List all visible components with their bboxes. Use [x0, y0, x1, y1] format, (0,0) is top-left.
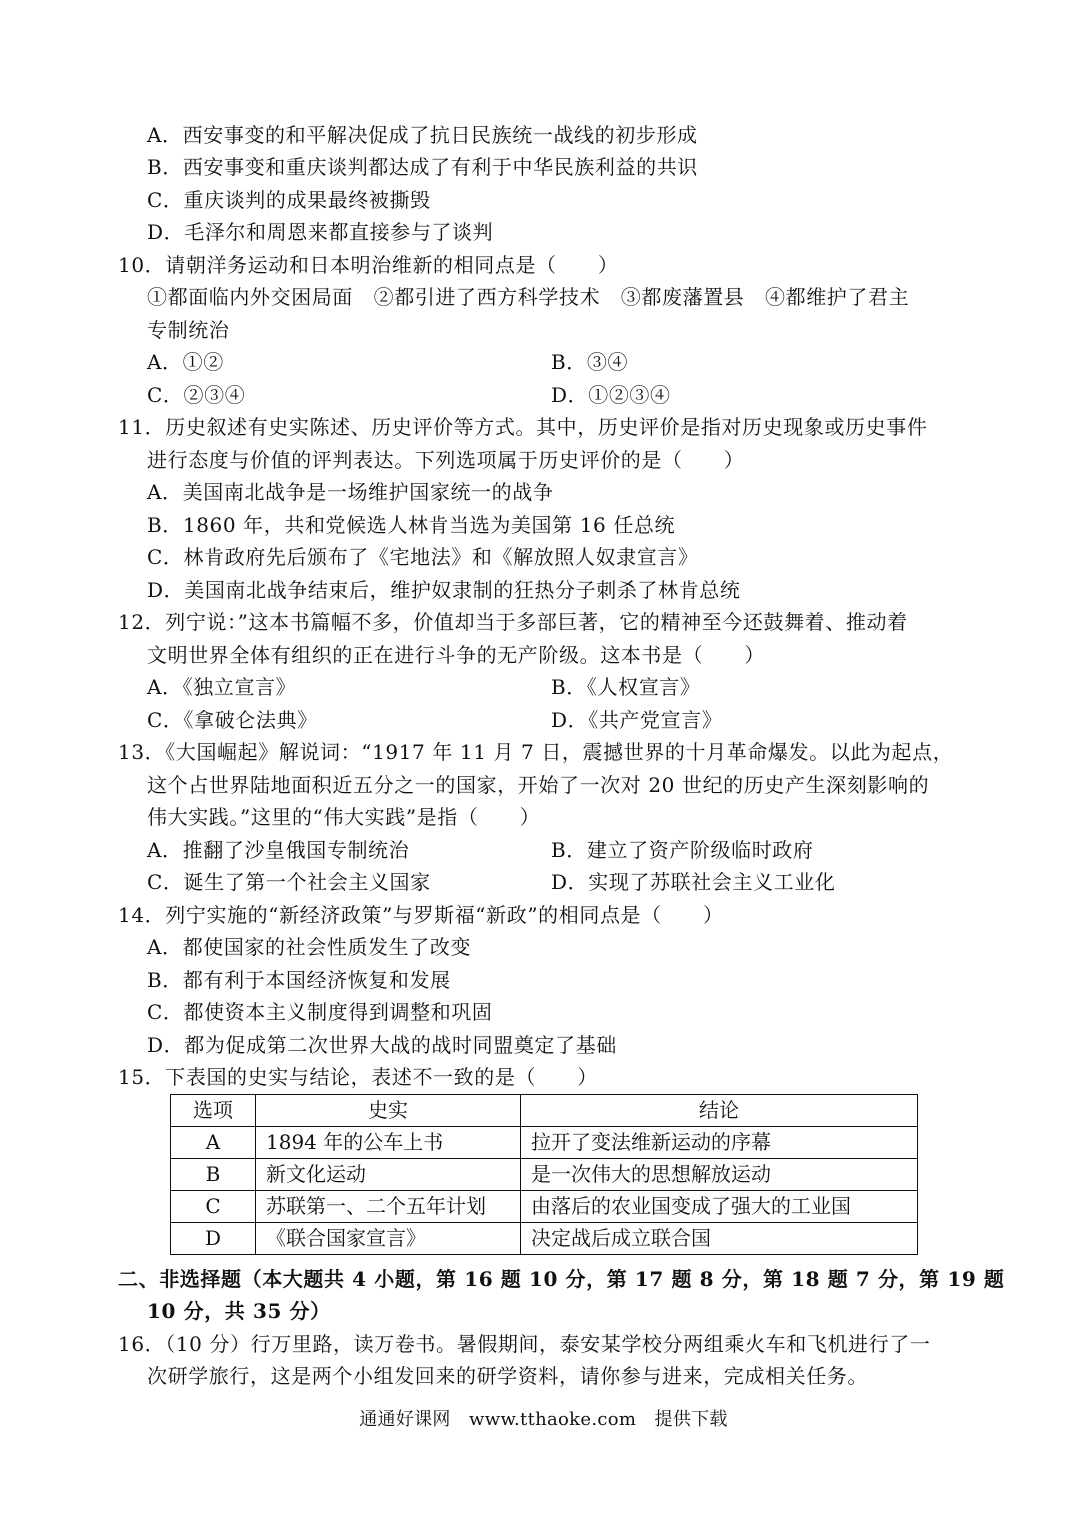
q10-option-b: B．③④	[551, 350, 629, 374]
q10-stem: 10．请朝洋务运动和日本明治维新的相同点是（ ）	[118, 253, 619, 277]
row-fact: 1894 年的公车上书	[256, 1127, 521, 1159]
table-header-row	[171, 1095, 918, 1127]
q14-option-a: A．都使国家的社会性质发生了改变	[147, 935, 472, 959]
q10-option-d: D．①②③④	[551, 383, 671, 407]
q12-option-c: C．《拿破仑法典》	[147, 708, 318, 732]
q10-items-line2: 专制统治	[147, 318, 230, 342]
row-conclusion: 是一次伟大的思想解放运动	[521, 1159, 918, 1191]
q11-option-d: D．美国南北战争结束后，维护奴隶制的狂热分子刺杀了林肯总统	[147, 578, 741, 602]
table-row	[171, 1223, 918, 1255]
row-conclusion: 拉开了变法维新运动的序幕	[521, 1127, 918, 1159]
q15-table	[170, 1094, 918, 1255]
q10-option-a: A．①②	[147, 350, 224, 374]
row-fact: 新文化运动	[256, 1159, 521, 1191]
q13-option-d: D．实现了苏联社会主义工业化	[551, 870, 836, 894]
section2-title-line1: 二、非选择题（本大题共 4 小题，第 16 题 10 分，第 17 题 8 分，第 18 题 7 分，第 19 题	[118, 1267, 1005, 1291]
q9-option-c: C．重庆谈判的成果最终被撕毁	[147, 188, 431, 212]
q11-stem-line2: 进行态度与价值的评判表达。下列选项属于历史评价的是（ ）	[147, 448, 745, 472]
q13-option-b: B．建立了资产阶级临时政府	[551, 838, 814, 862]
q14-option-c: C．都使资本主义制度得到调整和巩固	[147, 1000, 493, 1024]
page-footer: 通通好课网 www.tthaoke.com 提供下载	[359, 1409, 728, 1430]
table-row	[171, 1159, 918, 1191]
q12-option-b: B．《人权宣言》	[551, 675, 701, 699]
row-option: B	[171, 1159, 256, 1191]
q12-stem-line2: 文明世界全体有组织的正在进行斗争的无产阶级。这本书是（ ）	[147, 643, 765, 667]
table-row	[171, 1127, 918, 1159]
q9-option-d: D．毛泽尔和周恩来都直接参与了谈判	[147, 220, 494, 244]
q11-option-c: C．林肯政府先后颁布了《宅地法》和《解放照人奴隶宣言》	[147, 545, 699, 569]
header-conclusion: 结论	[521, 1095, 918, 1127]
q13-option-a: A．推翻了沙皇俄国专制统治	[147, 838, 410, 862]
q10-option-c: C．②③④	[147, 383, 246, 407]
q14-option-d: D．都为促成第二次世界大战的战时同盟奠定了基础	[147, 1033, 617, 1057]
q12-option-d: D．《共产党宣言》	[551, 708, 723, 732]
q15-stem: 15．下表国的史实与结论，表述不一致的是（ ）	[118, 1065, 598, 1089]
q10-items-line1: ①都面临内外交困局面 ②都引进了西方科学技术 ③都废藩置县 ④都维护了君主	[147, 285, 910, 309]
q13-stem-line3: 伟大实践。”这里的“伟大实践”是指（ ）	[147, 805, 541, 829]
header-fact: 史实	[256, 1095, 521, 1127]
row-option: D	[171, 1223, 256, 1255]
q16-line1: 16．（10 分）行万里路，读万卷书。暑假期间，泰安某学校分两组乘火车和飞机进行了一	[118, 1332, 931, 1356]
q12-stem-line1: 12．列宁说：”这本书篇幅不多，价值却当于多部巨著，它的精神至今还鼓舞着、推动着	[118, 610, 908, 634]
row-option: C	[171, 1191, 256, 1223]
q9-option-a: A．西安事变的和平解决促成了抗日民族统一战线的初步形成	[147, 123, 698, 147]
table-row	[171, 1191, 918, 1223]
row-option: A	[171, 1127, 256, 1159]
q16-line2: 次研学旅行，这是两个小组发回来的研学资料，请你参与进来，完成相关任务。	[147, 1364, 868, 1388]
q14-option-b: B．都有利于本国经济恢复和发展	[147, 968, 451, 992]
q13-option-c: C．诞生了第一个社会主义国家	[147, 870, 431, 894]
q11-option-b: B．1860 年，共和党候选人林肯当选为美国第 16 任总统	[147, 513, 676, 537]
row-fact: 苏联第一、二个五年计划	[256, 1191, 521, 1223]
row-conclusion: 决定战后成立联合国	[521, 1223, 918, 1255]
q13-stem-line2: 这个占世界陆地面积近五分之一的国家，开始了一次对 20 世纪的历史产生深刻影响的	[147, 773, 930, 797]
header-option: 选项	[171, 1095, 256, 1127]
row-fact: 《联合国家宣言》	[256, 1223, 521, 1255]
section2-title-line2: 10 分，共 35 分）	[147, 1299, 331, 1323]
q14-stem: 14．列宁实施的“新经济政策”与罗斯福“新政”的相同点是（ ）	[118, 903, 724, 927]
row-conclusion: 由落后的农业国变成了强大的工业国	[521, 1191, 918, 1223]
q11-stem-line1: 11．历史叙述有史实陈述、历史评价等方式。其中，历史评价是指对历史现象或历史事件	[118, 415, 928, 439]
q11-option-a: A．美国南北战争是一场维护国家统一的战争	[147, 480, 554, 504]
q12-option-a: A．《独立宣言》	[147, 675, 297, 699]
q13-stem-line1: 13．《大国崛起》解说词：“1917 年 11 月 7 日，震撼世界的十月革命爆发。以此为起点，	[118, 740, 954, 764]
q9-option-b: B．西安事变和重庆谈判都达成了有利于中华民族利益的共识	[147, 155, 698, 179]
